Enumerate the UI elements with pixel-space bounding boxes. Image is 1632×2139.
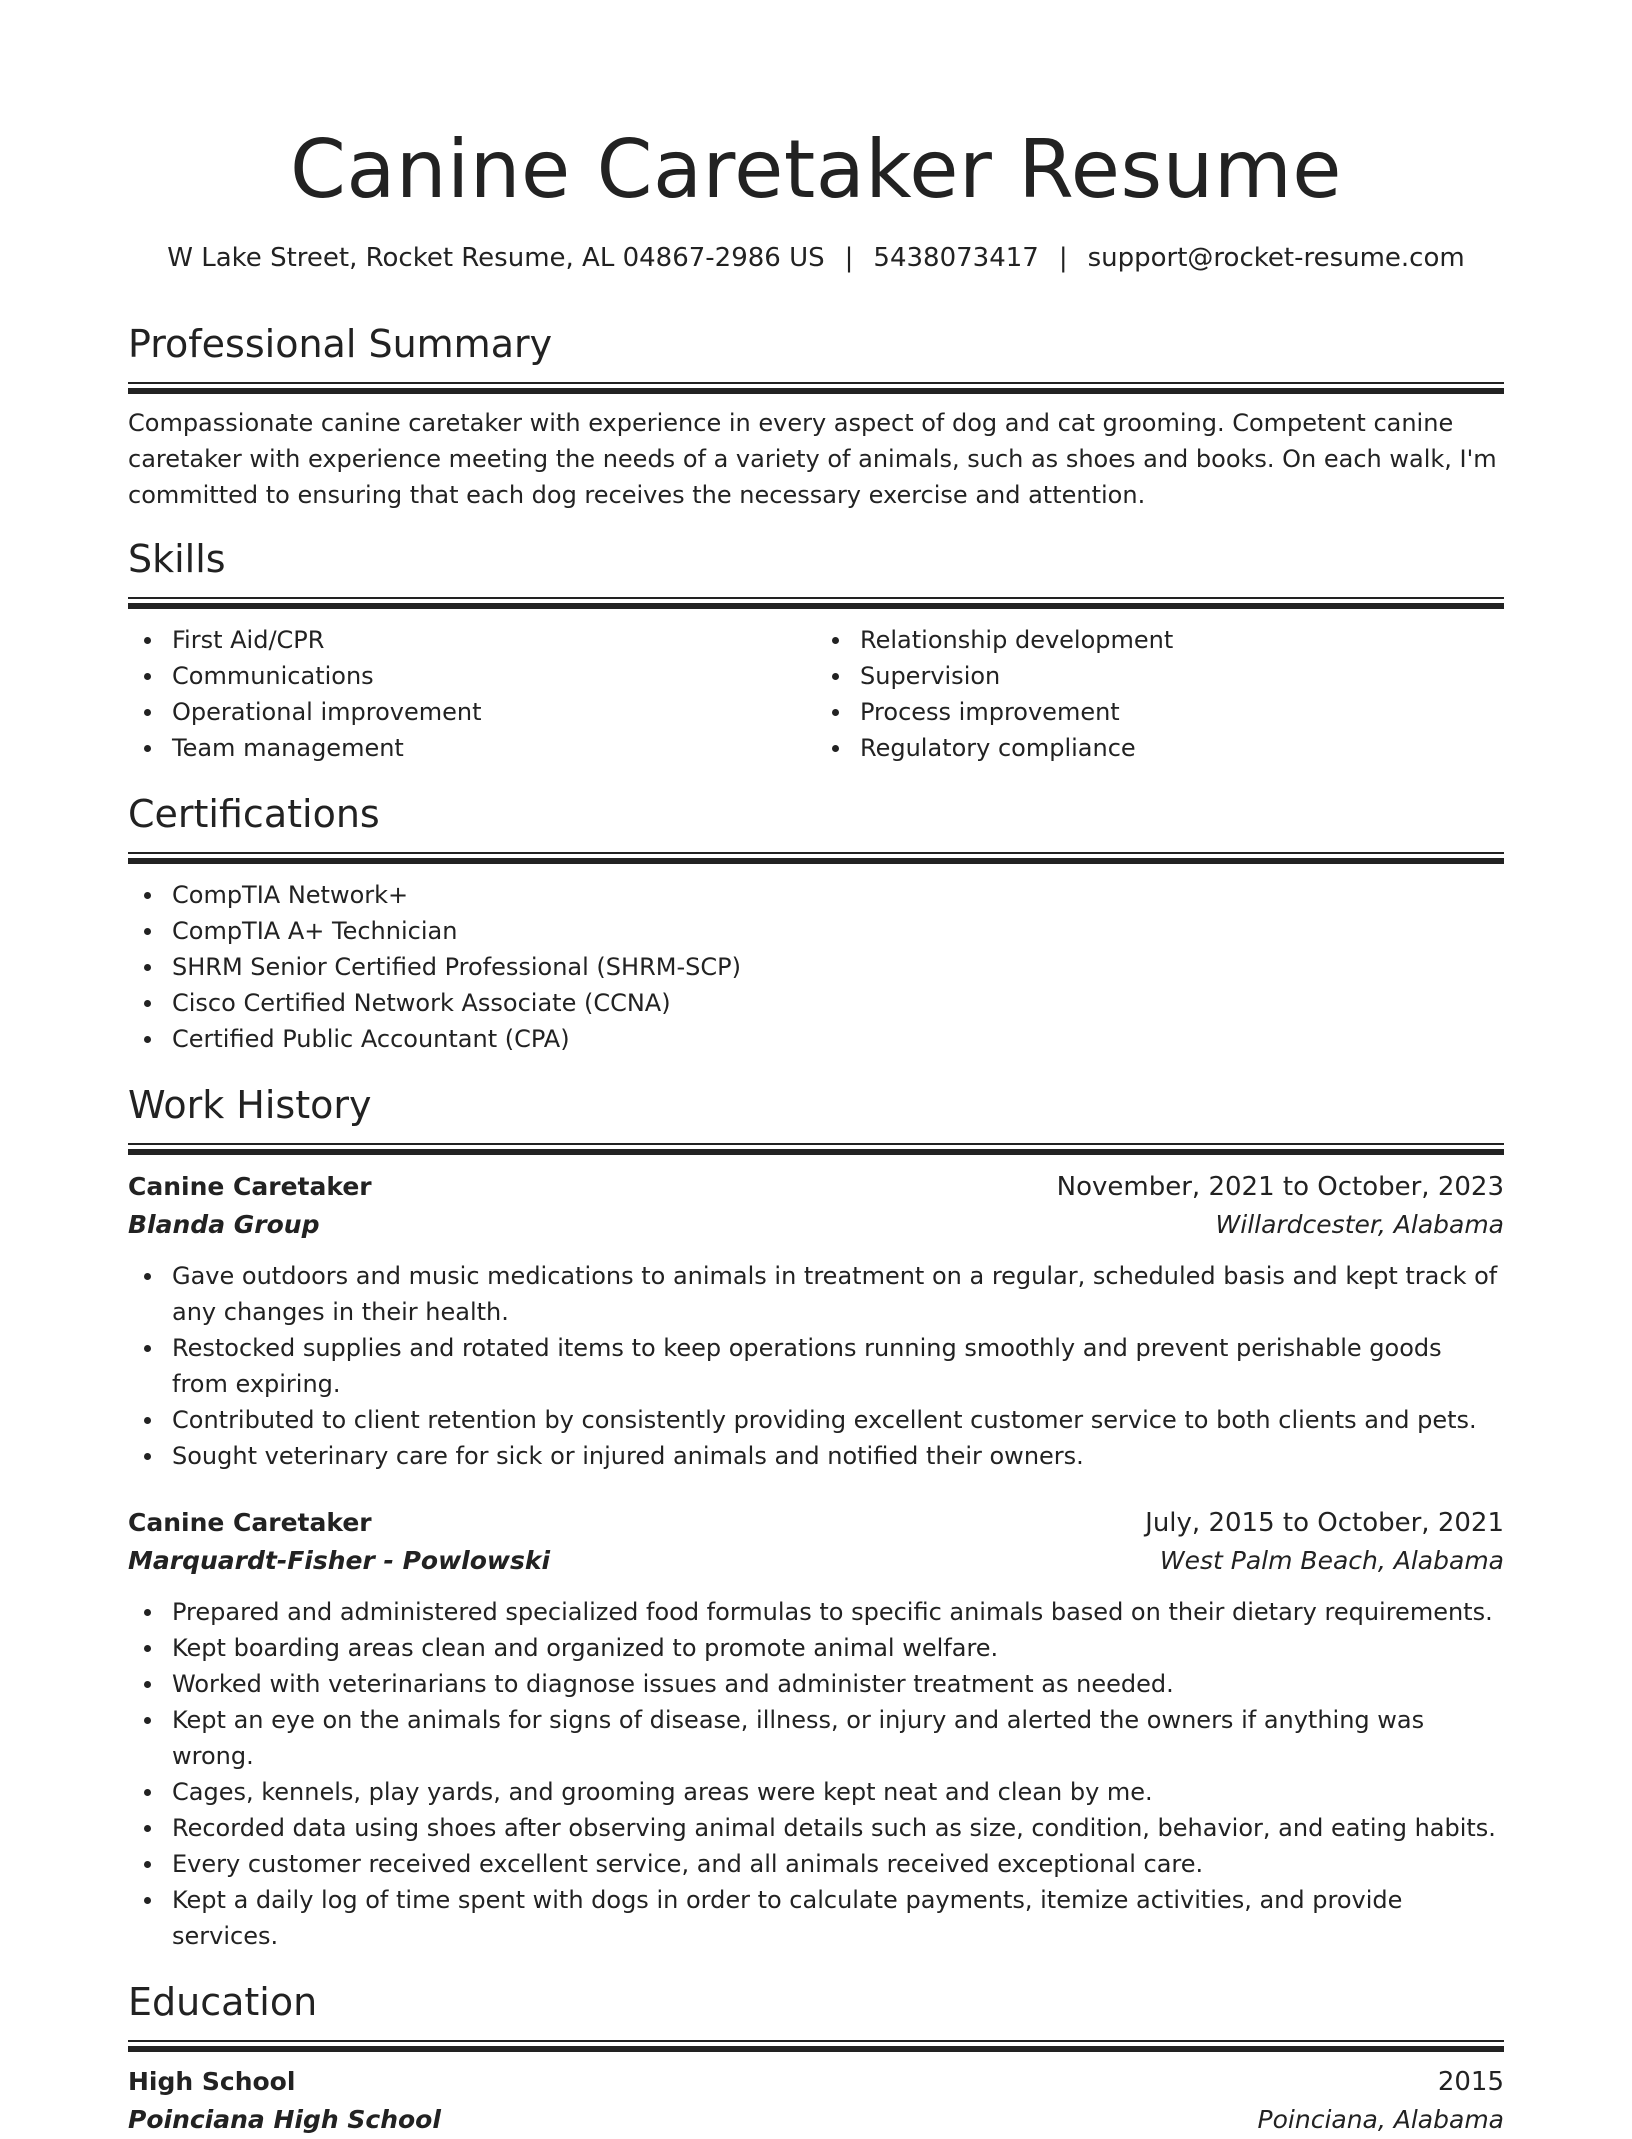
job-bullet: Recorded data using shoes after observing animal details such as size, condition, behavior, and eating habits. xyxy=(172,1810,1504,1846)
skill-item: Process improvement xyxy=(860,694,1504,730)
education-heading: Education xyxy=(128,1980,318,2024)
certifications-section xyxy=(128,790,1504,1057)
job-bullet: Restocked supplies and rotated items to keep operations running smoothly and prevent perishable goods from expiring. xyxy=(172,1330,1504,1402)
education-header-row xyxy=(128,2063,1504,2101)
contact-separator: | xyxy=(844,243,854,273)
contact-email: support@rocket-resume.com xyxy=(1087,243,1465,273)
job-bullet: Kept boarding areas clean and organized to promote animal welfare. xyxy=(172,1630,1504,1666)
job-bullet: Worked with veterinarians to diagnose issues and administer treatment as needed. xyxy=(172,1666,1504,1702)
job-company: Blanda Group xyxy=(128,1210,320,1239)
job-entry xyxy=(128,1168,1504,1474)
section-divider xyxy=(128,1143,1504,1154)
education-degree: High School xyxy=(128,2067,296,2096)
education-location: Poinciana, Alabama xyxy=(1257,2105,1504,2134)
summary-section xyxy=(128,320,1504,513)
section-divider xyxy=(128,382,1504,393)
work-history-heading: Work History xyxy=(128,1083,372,1127)
certifications-heading: Certifications xyxy=(128,792,380,836)
job-location: Willardcester, Alabama xyxy=(1215,1210,1504,1239)
contact-line xyxy=(128,240,1504,276)
job-company-row xyxy=(128,1206,1504,1244)
section-divider xyxy=(128,2040,1504,2051)
skill-item: Communications xyxy=(172,658,816,694)
skill-item: Operational improvement xyxy=(172,694,816,730)
job-header-row xyxy=(128,1504,1504,1542)
skill-item: First Aid/CPR xyxy=(172,622,816,658)
job-title: Canine Caretaker xyxy=(128,1172,372,1201)
skill-item: Relationship development xyxy=(860,622,1504,658)
certification-item: Cisco Certified Network Associate (CCNA) xyxy=(172,985,1504,1021)
section-divider xyxy=(128,852,1504,863)
job-bullet: Every customer received excellent service, and all animals received exceptional care. xyxy=(172,1846,1504,1882)
skills-section xyxy=(128,535,1504,766)
job-bullet: Sought veterinary care for sick or injured animals and notified their owners. xyxy=(172,1438,1504,1474)
skills-list-left xyxy=(128,622,816,766)
job-company-row xyxy=(128,1542,1504,1580)
contact-phone: 5438073417 xyxy=(873,243,1039,273)
certification-item: SHRM Senior Certified Professional (SHRM-SCP) xyxy=(172,949,1504,985)
job-dates: July, 2015 to October, 2021 xyxy=(1145,1508,1504,1538)
work-history-section xyxy=(128,1081,1504,1954)
education-school: Poinciana High School xyxy=(128,2105,441,2134)
certification-item: CompTIA Network+ xyxy=(172,877,1504,913)
resume-title: Canine Caretaker Resume xyxy=(289,123,1343,216)
job-header-row xyxy=(128,1168,1504,1206)
contact-separator: | xyxy=(1058,243,1068,273)
job-bullet: Gave outdoors and music medications to animals in treatment on a regular, scheduled basis and kept track of any changes in their health. xyxy=(172,1258,1504,1330)
education-section xyxy=(128,1978,1504,2139)
contact-address: W Lake Street, Rocket Resume, AL 04867-2986 US xyxy=(167,243,825,273)
skills-heading: Skills xyxy=(128,537,226,581)
job-location: West Palm Beach, Alabama xyxy=(1159,1546,1504,1575)
skill-item: Regulatory compliance xyxy=(860,730,1504,766)
job-bullet: Cages, kennels, play yards, and grooming areas were kept neat and clean by me. xyxy=(172,1774,1504,1810)
job-title: Canine Caretaker xyxy=(128,1508,372,1537)
education-year: 2015 xyxy=(1437,2067,1504,2097)
job-dates: November, 2021 to October, 2023 xyxy=(1056,1172,1504,1202)
job-bullet: Contributed to client retention by consistently providing excellent customer service to both clients and pets. xyxy=(172,1402,1504,1438)
skills-grid xyxy=(128,622,1504,766)
skill-item: Team management xyxy=(172,730,816,766)
skills-list-right xyxy=(816,622,1504,766)
job-bullet: Kept an eye on the animals for signs of disease, illness, or injury and alerted the owners if anything was wrong. xyxy=(172,1702,1504,1774)
education-school-row xyxy=(128,2101,1504,2139)
section-divider xyxy=(128,597,1504,608)
job-bullet: Prepared and administered specialized food formulas to specific animals based on their dietary requirements. xyxy=(172,1594,1504,1630)
job-bullet: Kept a daily log of time spent with dogs in order to calculate payments, itemize activities, and provide services. xyxy=(172,1882,1504,1954)
skill-item: Supervision xyxy=(860,658,1504,694)
job-company: Marquardt-Fisher - Powlowski xyxy=(128,1546,551,1575)
job-bullets xyxy=(128,1594,1504,1954)
certification-item: CompTIA A+ Technician xyxy=(172,913,1504,949)
certification-item: Certified Public Accountant (CPA) xyxy=(172,1021,1504,1057)
summary-heading: Professional Summary xyxy=(128,322,553,366)
job-entry xyxy=(128,1504,1504,1954)
job-bullets xyxy=(128,1258,1504,1474)
certifications-list xyxy=(128,877,1504,1057)
summary-text: Compassionate canine caretaker with experience in every aspect of dog and cat grooming. Competent canine caretaker with experience meeting the needs of a variety of animals, such as shoes and books. On each walk, I'm committed to ensuring that each dog receives the necessary exercise and attention. xyxy=(128,409,1497,509)
education-entry xyxy=(128,2063,1504,2139)
